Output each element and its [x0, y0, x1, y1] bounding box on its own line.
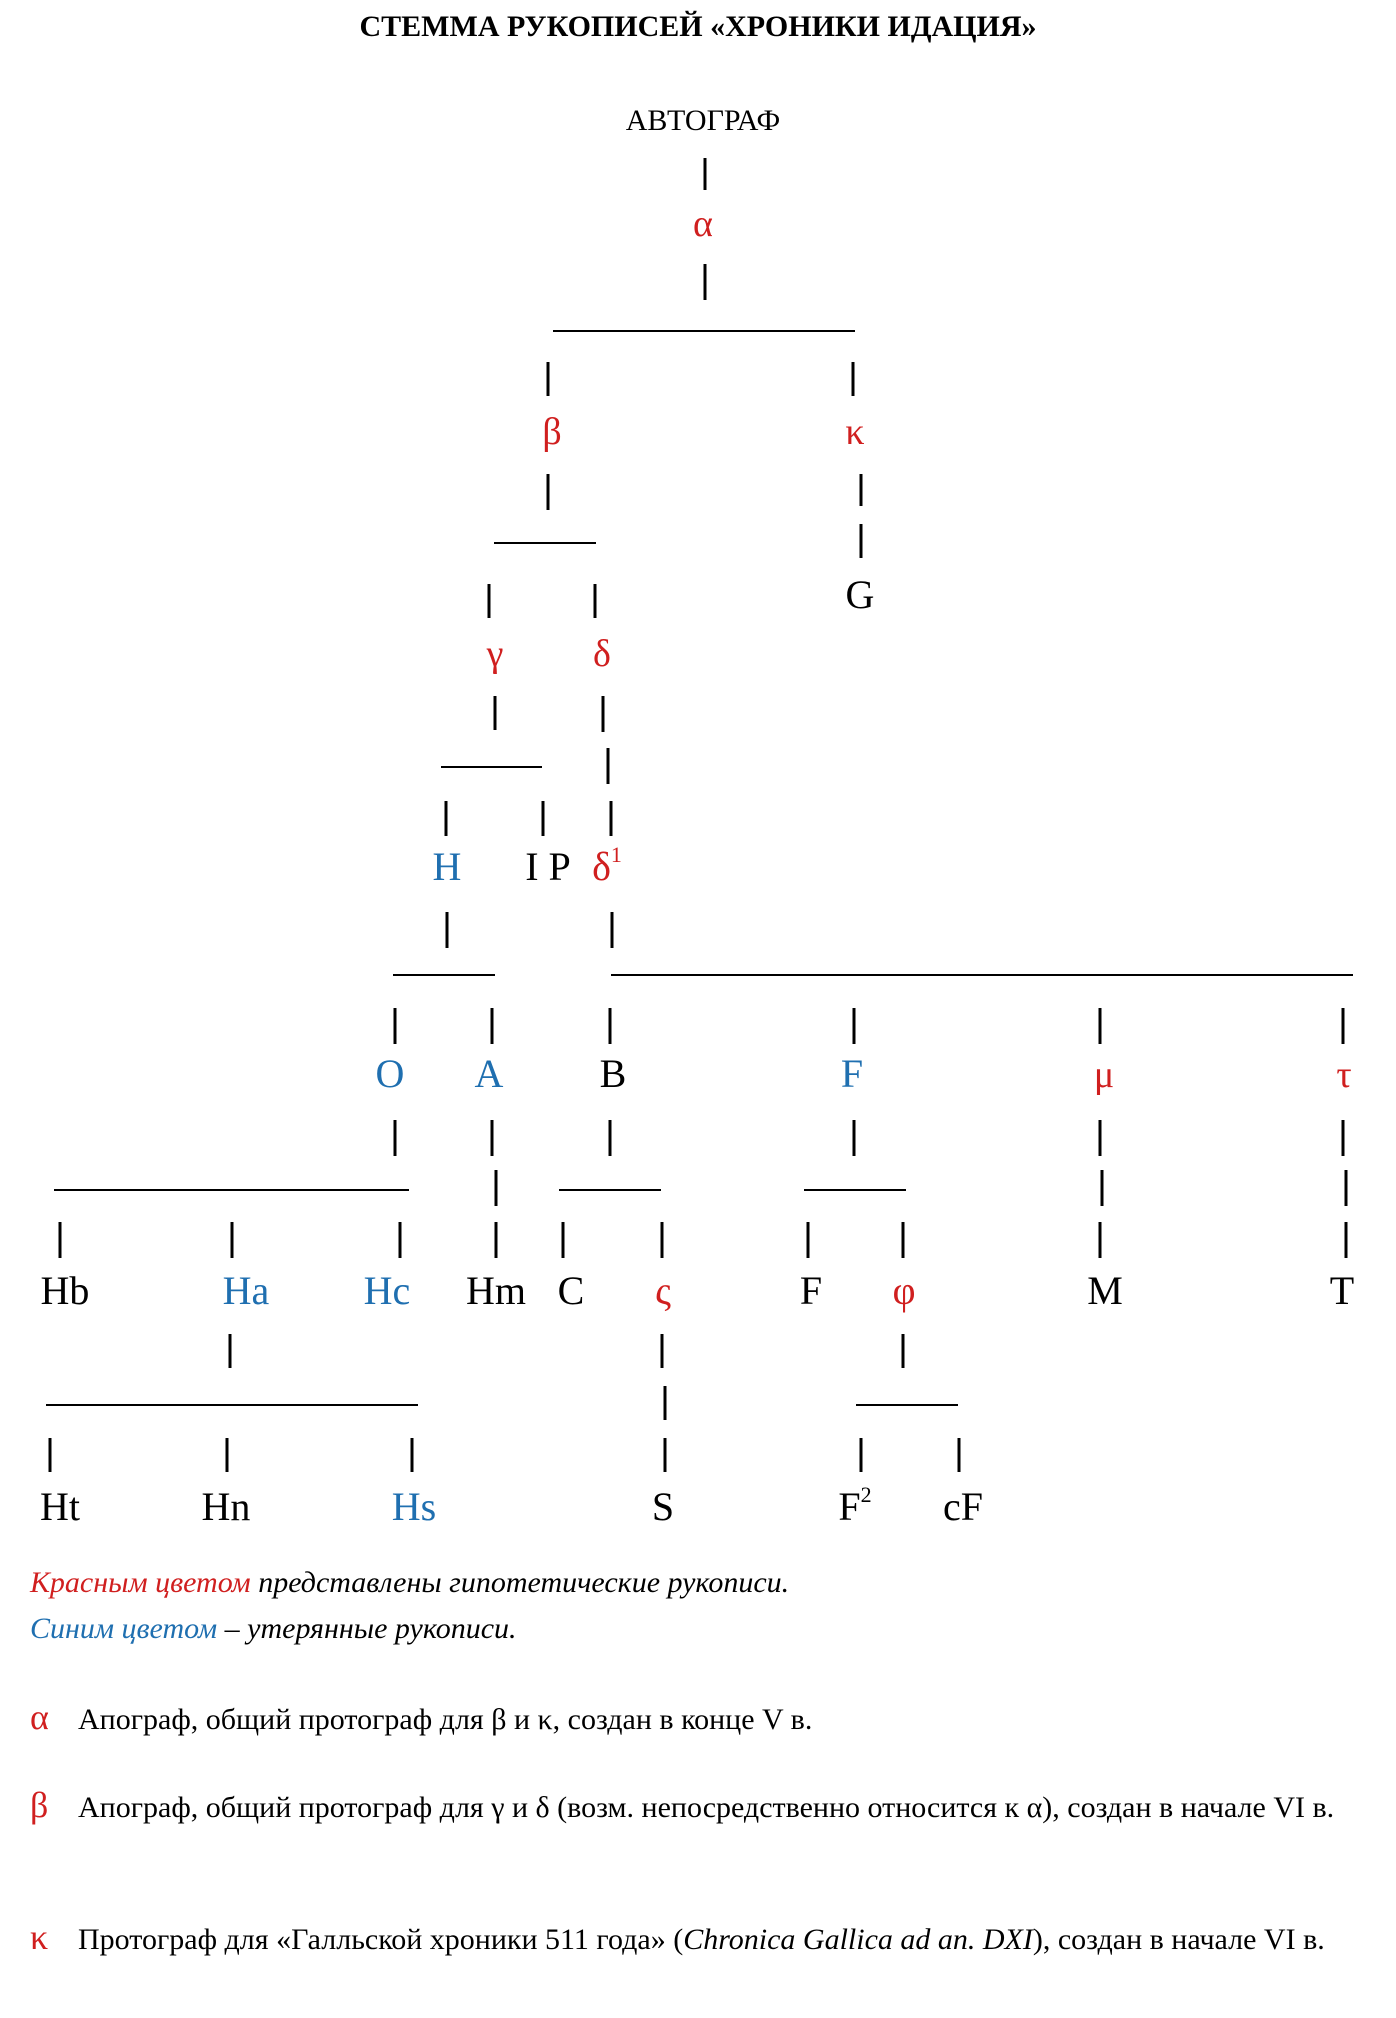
node-Hn: Hn [201, 1484, 251, 1529]
description-symbol: β [30, 1785, 49, 1825]
description-text-end: ), создан в начале VI в. [1032, 1923, 1325, 1956]
description-symbol: α [30, 1697, 49, 1737]
node-Ht: Ht [40, 1484, 80, 1529]
node-B: B [599, 1051, 627, 1096]
description-text: Апограф, общий протограф для β и κ, создан в конце V в. [78, 1703, 813, 1736]
node-F2: $F^2$ [838, 1482, 872, 1529]
node-Hc: Hc [363, 1268, 411, 1313]
description-kappa [30, 1913, 1350, 1964]
node-IP: I P [525, 844, 571, 889]
node-C: C [557, 1268, 585, 1313]
node-tau: τ [1336, 1054, 1352, 1096]
node-beta: β [542, 411, 562, 453]
node-F: F [799, 1268, 823, 1313]
node-mu: μ [1093, 1054, 1115, 1096]
description-alpha [30, 1693, 1350, 1744]
node-F_lost: F [840, 1051, 864, 1096]
description-italic-title: Chronica Gallica ad an. DXI [683, 1923, 1033, 1956]
legend-hypothetical [30, 1566, 789, 1600]
node-delta1: $\delta^1$ [592, 842, 622, 889]
node-Hm: Hm [466, 1268, 526, 1313]
node-Hs: Hs [391, 1484, 437, 1529]
legend-lost [30, 1612, 517, 1646]
node-M: M [1087, 1268, 1123, 1313]
legend-blue-term: Синим цветом [30, 1612, 218, 1645]
node-H: H [432, 844, 462, 889]
node-S: S [651, 1484, 675, 1529]
legend-blue-text: – утерянные рукописи. [217, 1612, 517, 1645]
description-text: Протограф для «Галльской хроники 511 года» ( [78, 1923, 684, 1956]
description-symbol: κ [30, 1917, 49, 1957]
description-text: Апограф, общий протограф для γ и δ (возм. непосредственно относится к α), создан в начале VI в. [78, 1791, 1335, 1824]
node-G: G [845, 572, 875, 617]
node-gamma: γ [486, 633, 504, 675]
node-autograph: АВТОГРАФ [625, 104, 781, 137]
node-kappa: κ [845, 411, 865, 453]
node-A: A [474, 1051, 504, 1096]
node-phi: φ [892, 1268, 916, 1313]
node-cF: cF [943, 1484, 983, 1529]
description-beta [30, 1781, 1350, 1832]
node-delta: δ [593, 633, 611, 675]
legend-red-text: представлены гипотетические рукописи. [250, 1566, 790, 1599]
page-title: СТЕММА РУКОПИСЕЙ «ХРОНИКИ ИДАЦИЯ» [359, 10, 1037, 43]
node-T: T [1329, 1268, 1355, 1313]
node-O: O [375, 1051, 405, 1096]
node-sigma: ς [655, 1268, 671, 1313]
legend-red-term: Красным цветом [30, 1566, 251, 1599]
node-Hb: Hb [40, 1268, 90, 1313]
node-Ha: Ha [222, 1268, 270, 1313]
node-alpha: α [693, 203, 713, 245]
